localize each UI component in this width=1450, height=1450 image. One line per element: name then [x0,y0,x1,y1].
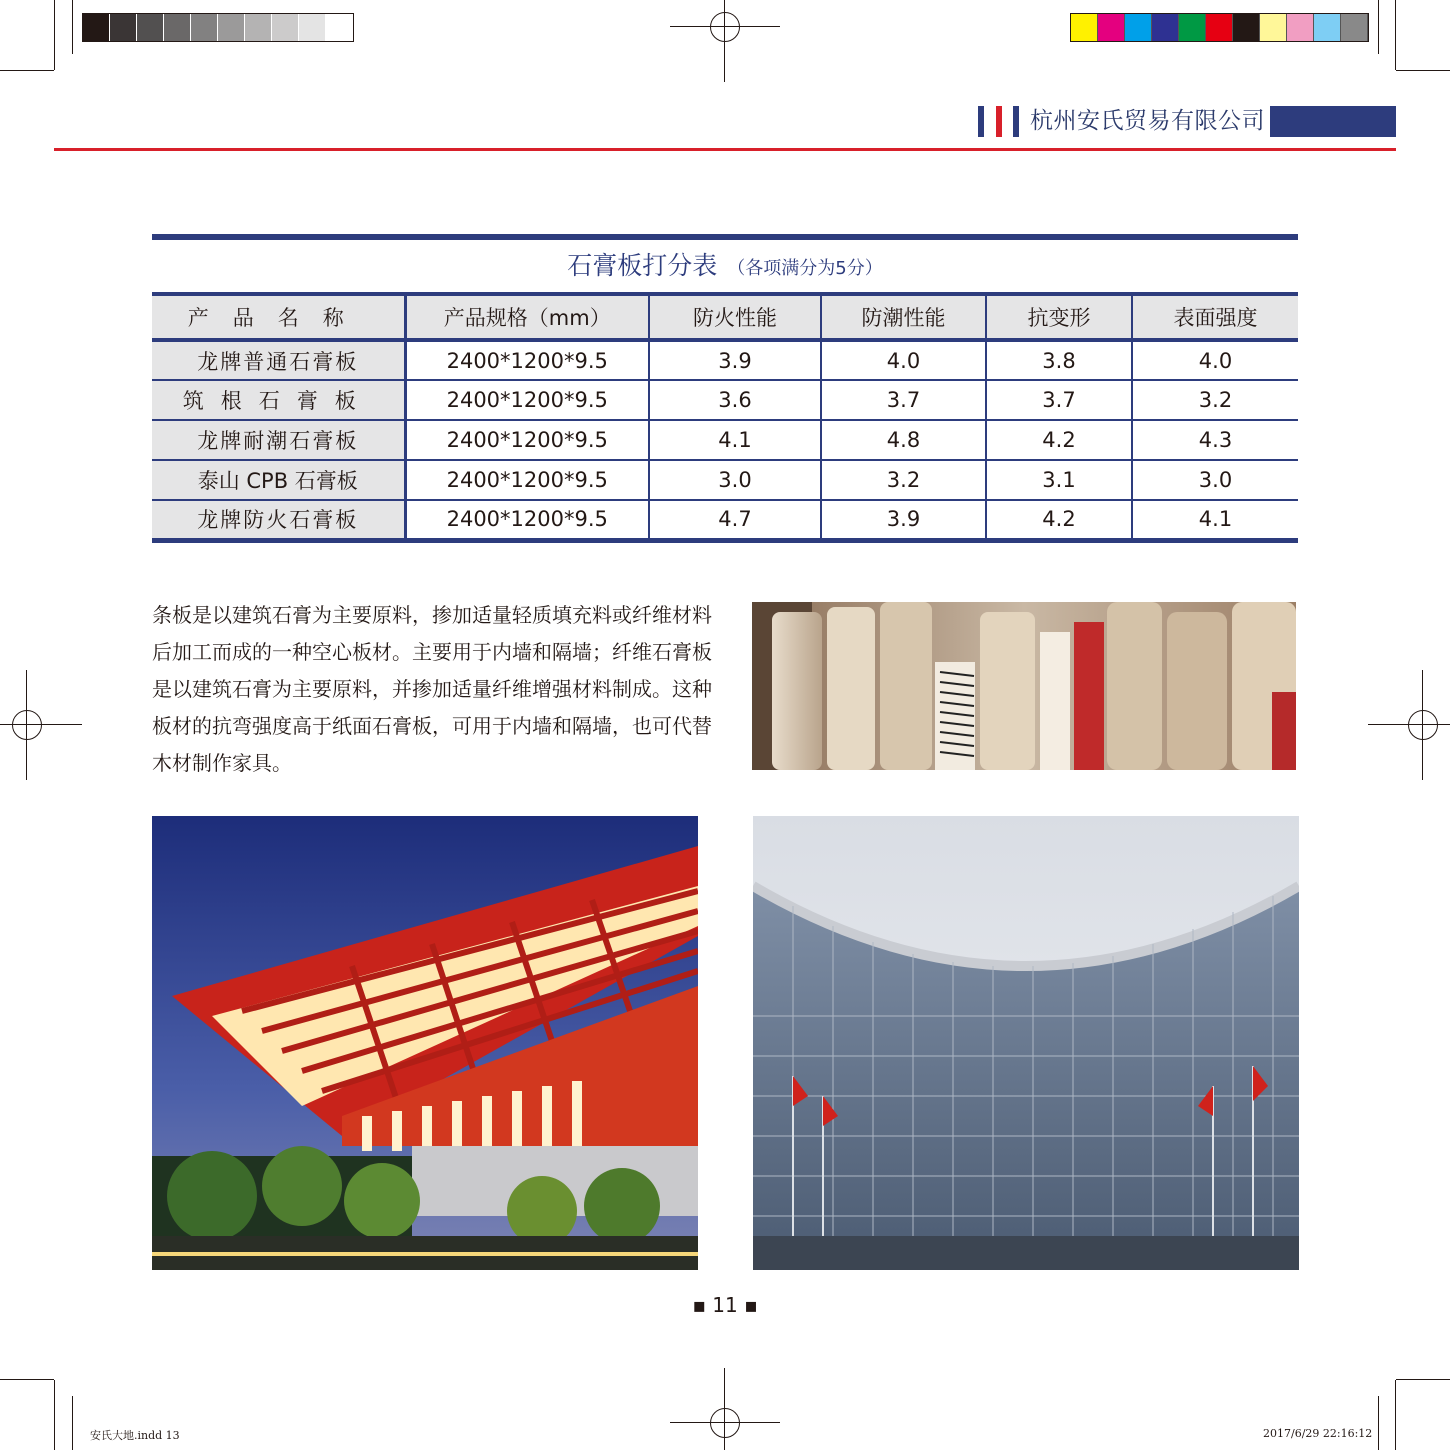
color-swatch [1341,14,1368,41]
spec-cell: 2400*1200*9.5 [405,460,649,500]
table-header-row [152,294,1298,340]
description-paragraph: 条板是以建筑石膏为主要原料，掺加适量轻质填充料或纤维材料后加工而成的一种空心板材。主要用于内墙和隔墙；纤维石膏板是以建筑石膏为主要原料，并掺加适量纤维增强材料制成。这种板材的抗弯强度高于纸面石膏板，可用于内墙和隔墙，也可代替木材制作家具。 [152,603,712,775]
spec-cell: 2400*1200*9.5 [405,340,649,380]
score-cell: 3.1 [986,460,1132,500]
crop-mark [0,1379,54,1380]
china-pavilion-photo [152,816,698,1270]
gray-calibration-bar [82,13,354,42]
registration-mark-left [0,670,82,780]
crop-mark [54,1380,55,1450]
registration-mark-right [1368,670,1450,780]
table-title-main: 石膏板打分表 [567,251,718,280]
product-name-cell: 泰山 CPB 石膏板 [152,460,405,500]
product-name-cell: 龙牌耐潮石膏板 [152,420,405,460]
table-row [152,500,1298,540]
score-cell: 4.1 [649,420,821,460]
score-cell: 3.2 [1132,380,1298,420]
crop-mark [1395,1380,1396,1450]
spec-cell: 2400*1200*9.5 [405,500,649,540]
table-row [152,340,1298,380]
product-name-cell: 龙牌防火石膏板 [152,500,405,540]
column-header: 抗变形 [986,294,1132,340]
gray-swatch [110,14,137,41]
table-row [152,380,1298,420]
color-swatch [1260,14,1287,41]
crop-mark [1378,0,1379,54]
registration-mark-bottom [670,1368,780,1450]
header-rule [54,148,1396,151]
crop-mark [1378,1396,1379,1450]
gray-swatch [245,14,272,41]
score-cell: 3.7 [821,380,986,420]
product-name-cell: 龙牌普通石膏板 [152,340,405,380]
color-swatch [1179,14,1206,41]
flag-stripe-red [996,106,1002,137]
score-cell: 3.2 [821,460,986,500]
crop-mark [1396,1379,1450,1380]
score-cell: 4.7 [649,500,821,540]
color-swatch [1206,14,1233,41]
score-cell: 4.2 [986,500,1132,540]
gray-swatch [218,14,245,41]
gypsum-board-photo [752,602,1296,770]
gray-swatch [272,14,299,41]
table-title [152,240,1298,292]
score-cell: 4.1 [1132,500,1298,540]
score-cell: 3.9 [821,500,986,540]
score-cell: 3.7 [986,380,1132,420]
color-swatch [1152,14,1179,41]
score-cell: 4.0 [821,340,986,380]
color-swatch [1287,14,1314,41]
column-header: 产品规格（mm） [405,294,649,340]
crop-mark [72,0,73,54]
gray-swatch [299,14,326,41]
spec-cell: 2400*1200*9.5 [405,420,649,460]
product-name-cell: 筑根石膏板 [152,380,405,420]
score-cell: 4.3 [1132,420,1298,460]
gray-swatch [137,14,164,41]
score-cell: 4.8 [821,420,986,460]
gray-swatch [191,14,218,41]
flag-stripe-blue-2 [1013,106,1019,137]
score-table-section [152,234,1298,543]
color-swatch [1314,14,1341,41]
company-name: 杭州安氏贸易有限公司 [1030,108,1265,134]
flag-stripe-blue [978,106,984,137]
color-swatch [1233,14,1260,41]
registration-mark-top [670,0,780,82]
crop-mark [1395,0,1396,70]
score-cell: 3.9 [649,340,821,380]
table-row [152,420,1298,460]
gray-swatch [164,14,191,41]
color-swatch [1071,14,1098,41]
color-calibration-bar [1070,13,1369,42]
score-cell: 3.0 [649,460,821,500]
spec-cell: 2400*1200*9.5 [405,380,649,420]
score-cell: 4.0 [1132,340,1298,380]
header-accent-block [1270,106,1396,137]
column-header: 防火性能 [649,294,821,340]
footer-timestamp: 2017/6/29 22:16:12 [1263,1427,1373,1440]
gray-swatch [326,14,353,41]
color-swatch [1098,14,1125,41]
gray-swatch [83,14,110,41]
column-header: 表面强度 [1132,294,1298,340]
score-cell: 3.8 [986,340,1132,380]
table-row [152,460,1298,500]
crop-mark [72,1396,73,1450]
score-table [152,292,1298,543]
score-cell: 4.2 [986,420,1132,460]
score-cell: 3.6 [649,380,821,420]
footer-file-name: 安氏大地.indd 13 [90,1429,180,1442]
crop-mark [0,70,54,71]
score-cell: 3.0 [1132,460,1298,500]
column-header: 产品名称 [152,294,405,340]
color-swatch [1125,14,1152,41]
crop-mark [1396,70,1450,71]
table-title-subtitle: （各项满分为5分） [727,258,883,279]
glass-building-photo [753,816,1299,1270]
page-number: ▪ 11 ▪ [692,1293,758,1317]
crop-mark [54,0,55,70]
column-header: 防潮性能 [821,294,986,340]
